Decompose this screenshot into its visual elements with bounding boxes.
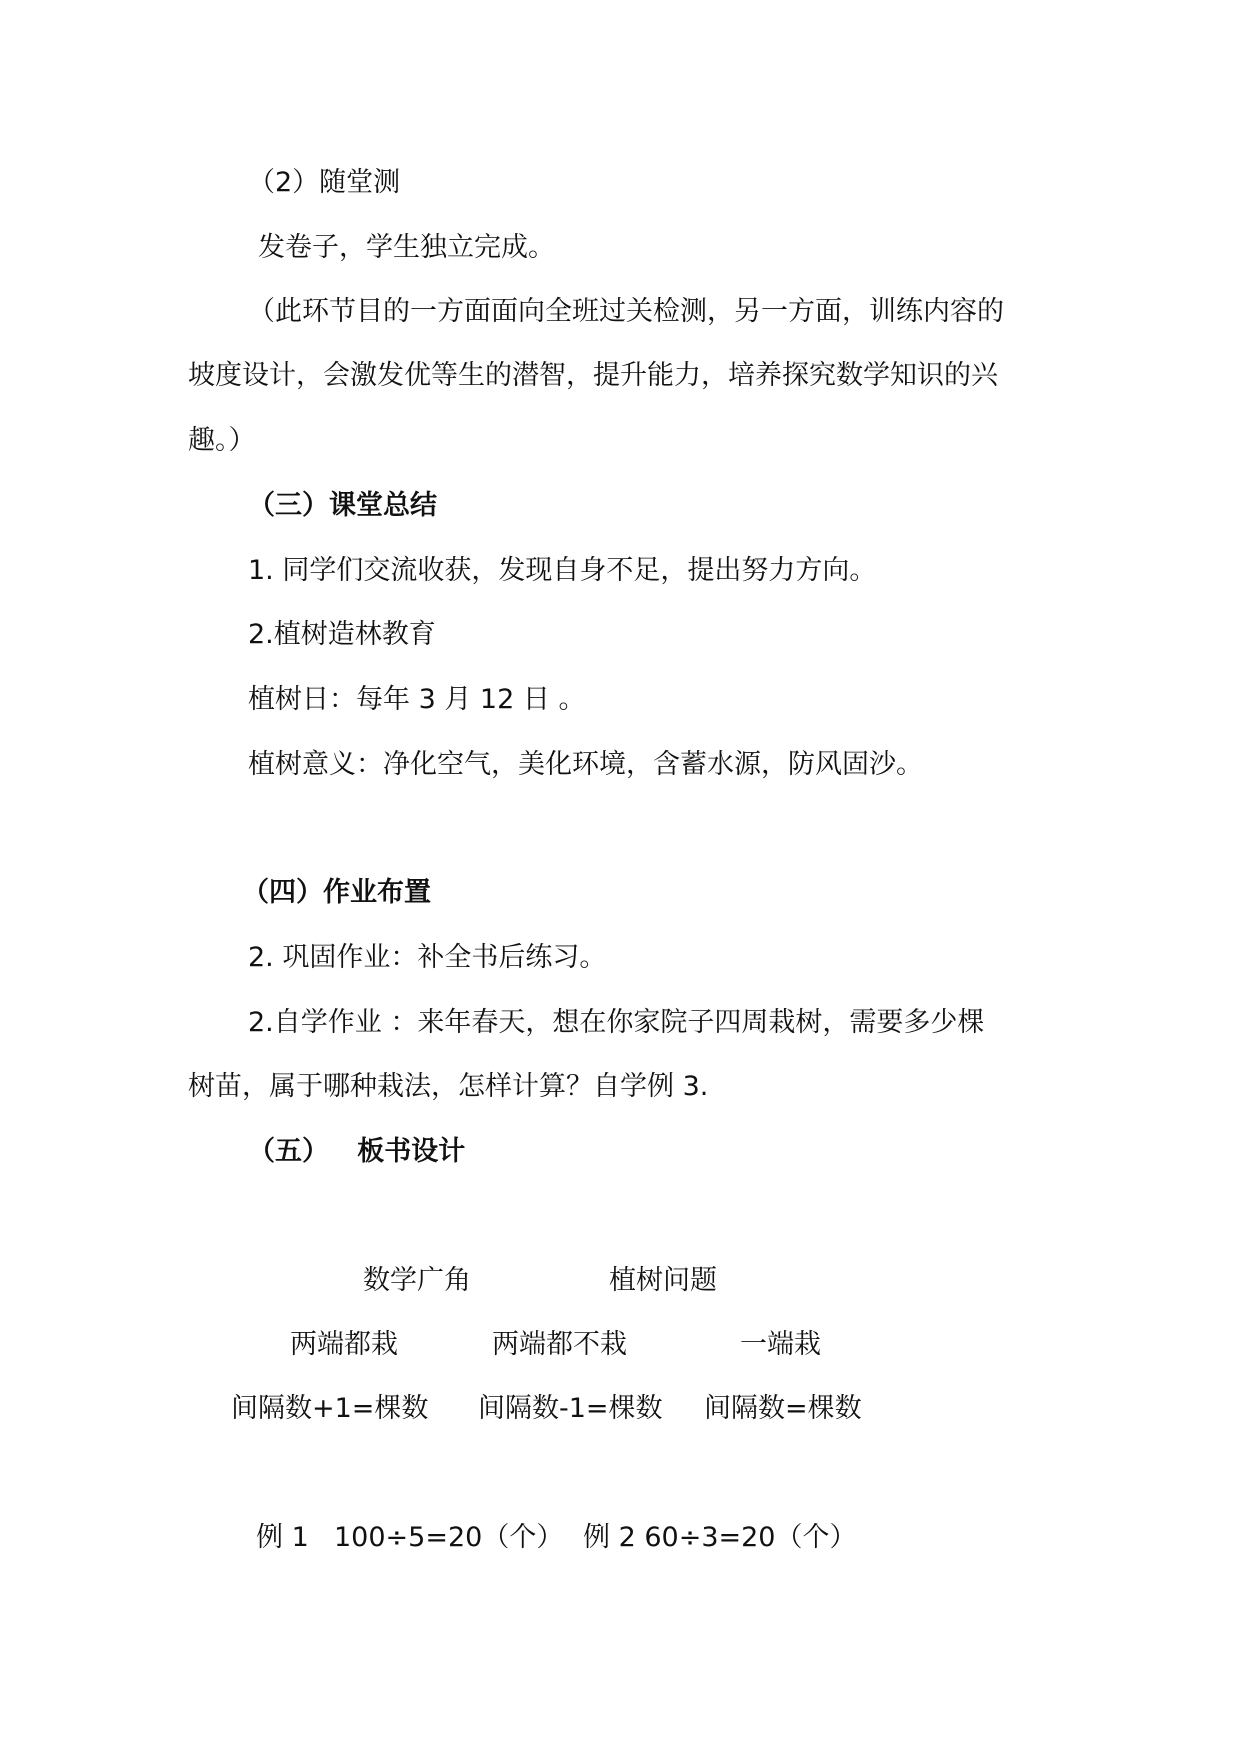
board-example-2: 例 2 60÷3=20（个） — [583, 1522, 857, 1553]
summary-item-2: 2.植树造林教育 — [248, 619, 436, 650]
board-example-1-label: 例 1 — [256, 1522, 309, 1553]
board-case-both-ends: 两端都栽 — [290, 1329, 398, 1360]
quiz-note-line-1: （此环节目的一方面面向全班过关检测，另一方面，训练内容的 — [248, 296, 1004, 327]
quiz-note-line-2: 坡度设计，会激发优等生的潜智，提升能力，培养探究数学知识的兴 — [188, 360, 998, 391]
summary-item-1: 1. 同学们交流收获，发现自身不足，提出努力方向。 — [248, 555, 877, 586]
board-case-no-ends: 两端都不栽 — [492, 1329, 627, 1360]
quiz-note-line-3: 趣。） — [188, 425, 256, 456]
homework-item-2-line-2: 树苗，属于哪种栽法，怎样计算？自学例 3. — [188, 1071, 709, 1102]
arbor-day-text: 植树日：每年 3 月 12 日 。 — [248, 684, 586, 715]
board-case-one-end: 一端栽 — [740, 1329, 821, 1360]
section-heading-board-design: （五） 板书设计 — [248, 1136, 466, 1167]
subsection-heading-quiz: （2）随堂测 — [248, 167, 401, 198]
homework-item-2-line-1: 2.自学作业 ：来年春天，想在你家院子四周栽树，需要多少棵 — [248, 1007, 985, 1038]
board-title-left: 数学广角 — [363, 1265, 471, 1296]
board-example-1-calc: 100÷5=20（个） — [334, 1522, 564, 1553]
board-formula-3: 间隔数=棵数 — [704, 1393, 862, 1424]
board-formula-2: 间隔数-1=棵数 — [478, 1393, 663, 1424]
homework-item-1: 2. 巩固作业：补全书后练习。 — [248, 942, 607, 973]
tree-planting-meaning: 植树意义：净化空气，美化环境，含蓄水源，防风固沙。 — [248, 749, 923, 780]
board-title-right: 植树问题 — [609, 1265, 717, 1296]
section-heading-summary: （三）课堂总结 — [248, 490, 437, 521]
board-formula-1: 间隔数+1=棵数 — [231, 1393, 429, 1424]
quiz-text: 发卷子，学生独立完成。 — [258, 232, 555, 263]
section-heading-homework: （四）作业布置 — [242, 877, 431, 908]
